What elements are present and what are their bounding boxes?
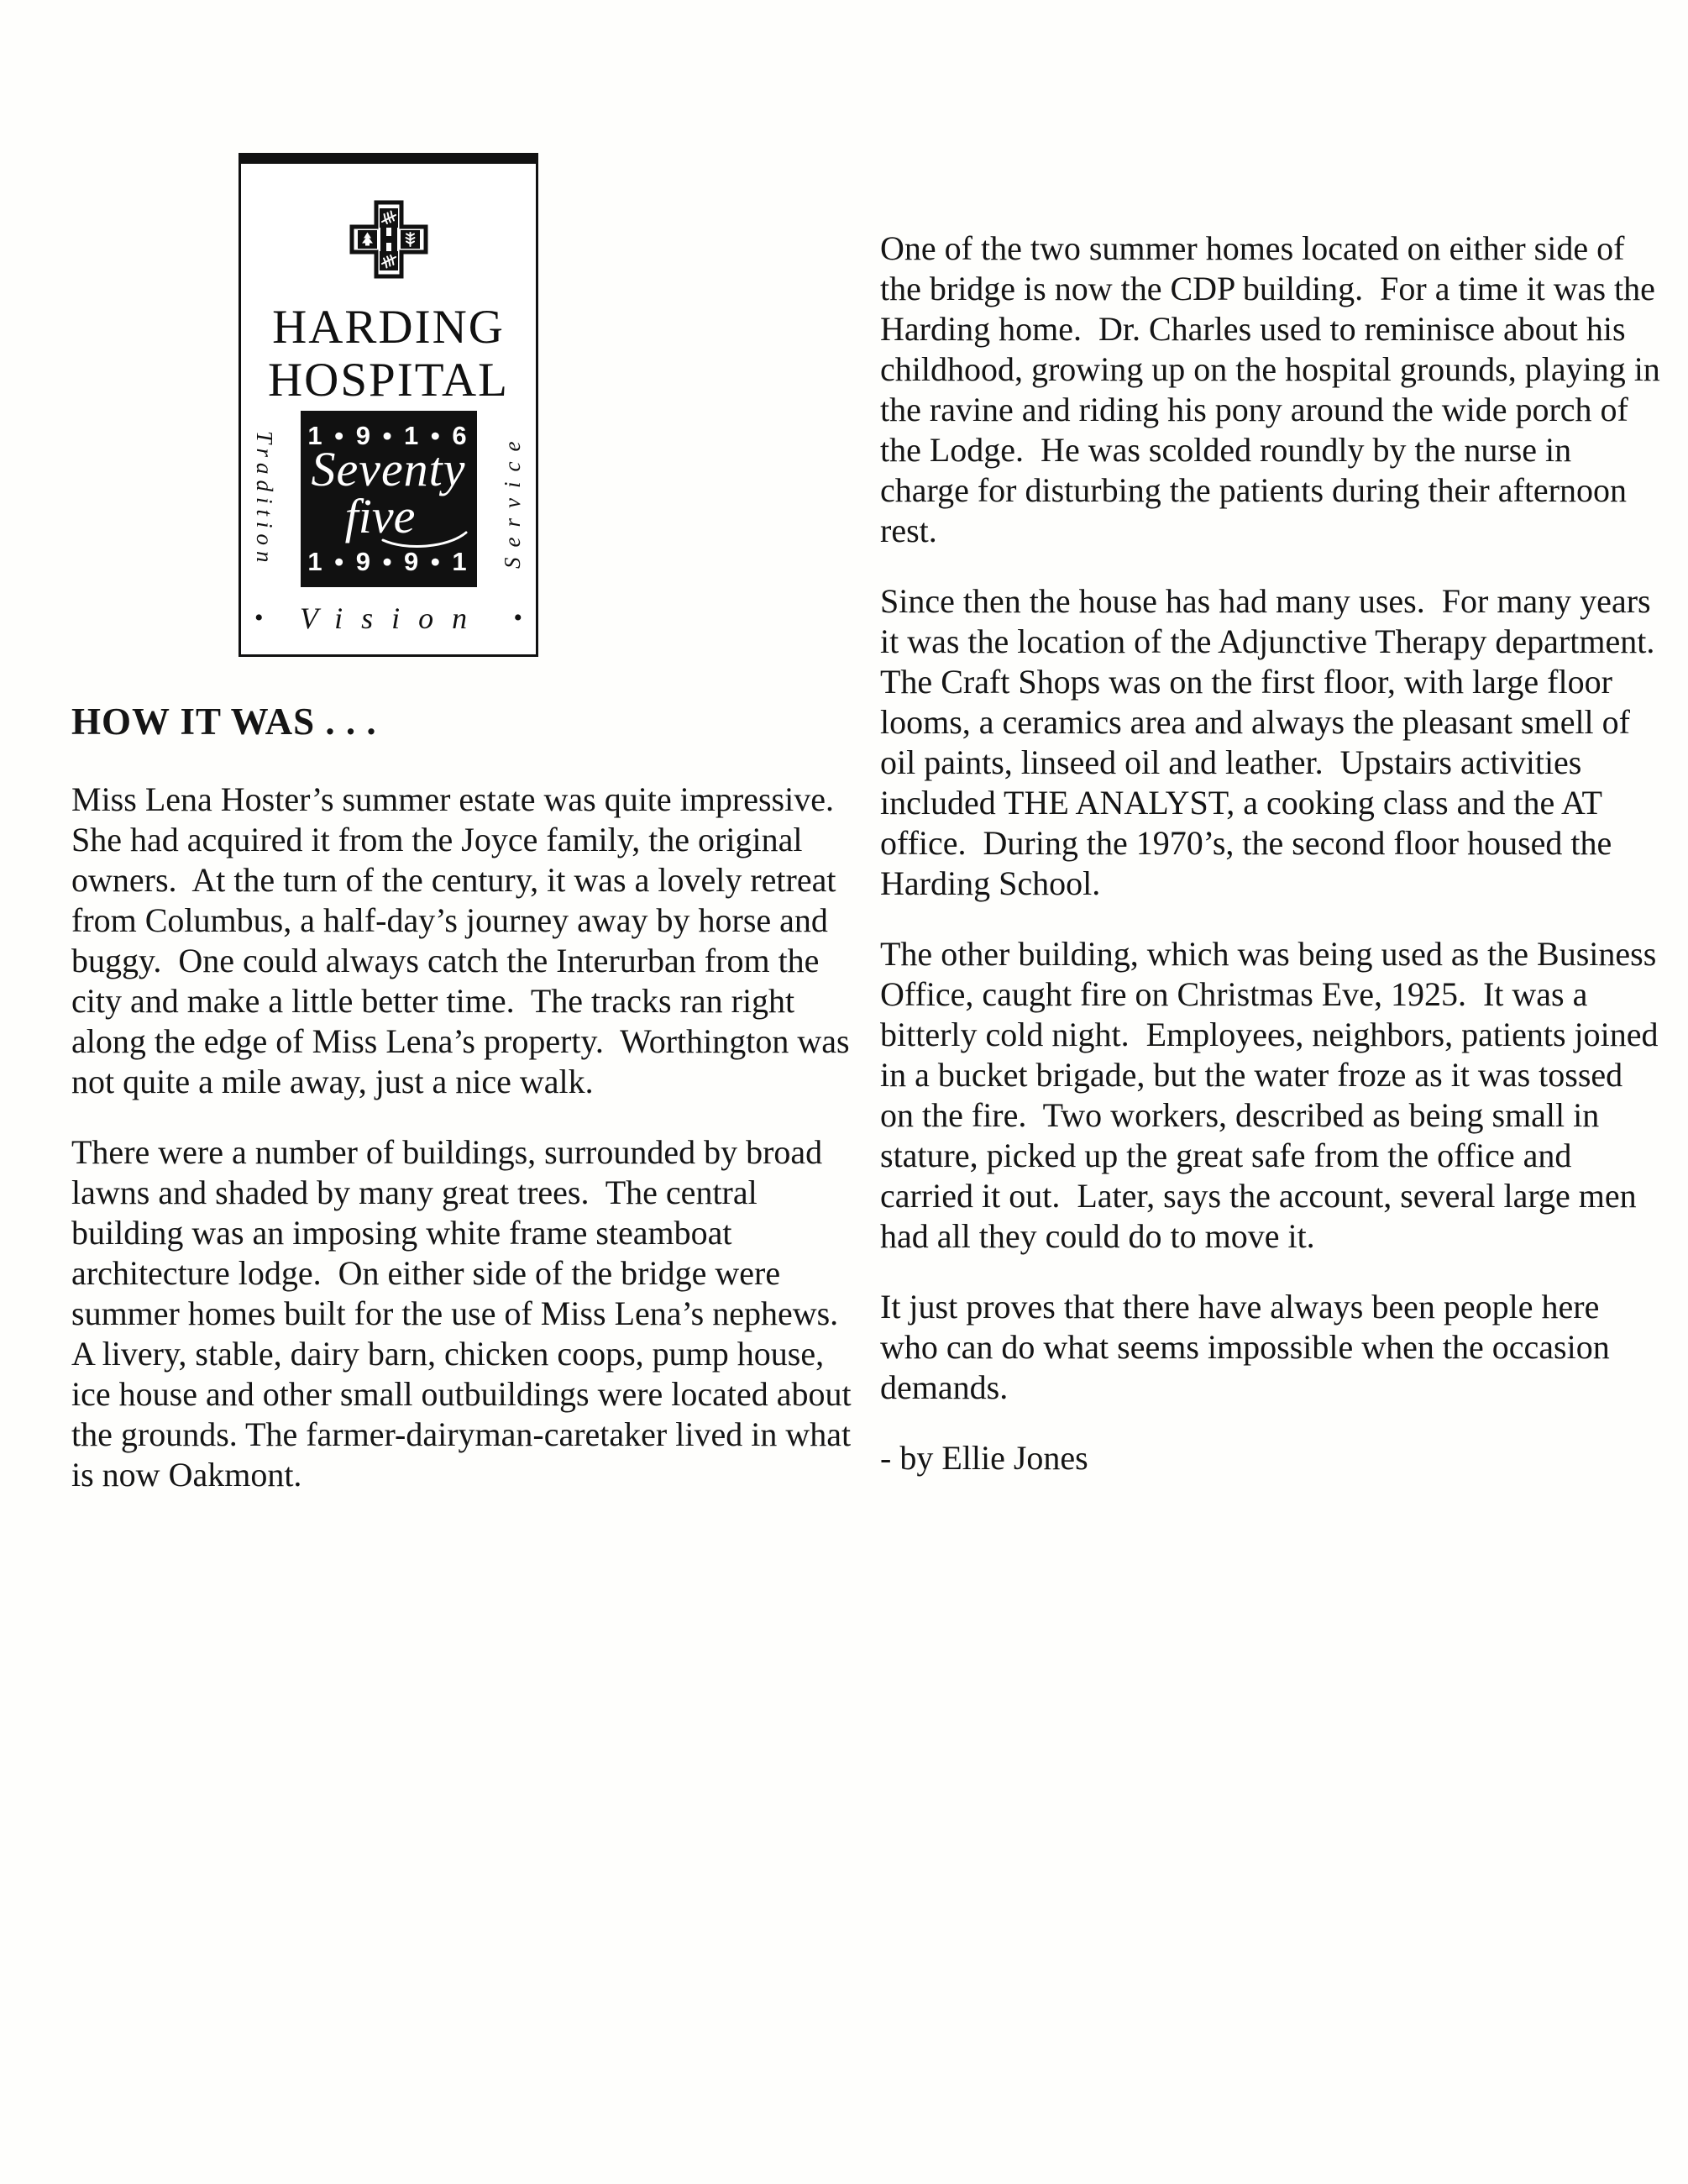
vision-row [254, 601, 522, 636]
article-right-column [880, 228, 1671, 1478]
paragraph: It just proves that there have always been people here who can do what seems impossible when the occasion demands. [880, 1288, 1618, 1406]
article-left-column [71, 780, 865, 1525]
tradition-label: Tradition [252, 431, 277, 569]
badge-word-seventy: Seventy [311, 442, 466, 496]
vision-bullet-right: • [513, 604, 522, 632]
hospital-name-line2: HOSPITAL [268, 354, 509, 407]
paragraph: The other building, which was being used as the Business Office, caught fire on Christmas Eve, 1925. It was a bitterly cold night. Employees, neighbors, patients joined in a bucket brigade, but the water froze as it was tossed on the fire. Two workers, described as being small in stature, picked up the great safe from the office and carried it out. Later, says the account, several large men had all they could do to move it. [880, 935, 1667, 1255]
seventy-five-badge [301, 411, 477, 587]
service-label: Service [500, 431, 525, 569]
vision-bullet-left: • [254, 604, 264, 632]
hospital-name [241, 301, 536, 407]
vision-label: Vision [299, 601, 486, 635]
paragraph: Miss Lena Hoster’s summer estate was quite impressive. She had acquired it from the Joyce family, the original owners. At the turn of the century, it was a lovely retreat from Columbus, a half-day’s journey away by horse and buggy. One could always catch the Interurban from the city and make a little better time. The tracks ran right along the edge of Miss Lena’s property. Worthington was not quite a mile away, just a nice walk. [71, 780, 858, 1100]
harding-hospital-logo [239, 153, 538, 657]
paragraph: Since then the house has had many uses. For many years it was the location of the Adjunctive Therapy department. The Craft Shops was on the first floor, with large floor looms, a ceramics area and always the pleasant smell of oil paints, linseed oil and leather. Upstairs activities included THE ANALYST, a cooking class and the AT office. During the 1970’s, the second floor housed the Harding School. [880, 582, 1671, 902]
hospital-cross-icon [347, 197, 431, 281]
hospital-name-line1: HARDING [272, 301, 505, 354]
paragraph: One of the two summer homes located on either side of the bridge is now the CDP building. For a time it was the Harding home. Dr. Charles used to reminisce about his childhood, growing up on the hospital grounds, playing in the ravine and riding his pony around the wide porch of the Lodge. He was scolded roundly by the nurse in charge for disturbing the patients during their afternoon rest. [880, 229, 1669, 549]
badge-year-1916: 1 • 9 • 1 • 6 [307, 421, 469, 450]
article-heading: HOW IT WAS . . . [71, 701, 377, 743]
badge-year-1991: 1 • 9 • 9 • 1 [307, 547, 469, 576]
paragraph: There were a number of buildings, surrounded by broad lawns and shaded by many great trees. The central building was an imposing white frame steamboat architecture lodge. On either side of the bridge were summer homes built for the use of Miss Lena’s nephews. A livery, stable, dairy barn, chicken coops, pump house, ice house and other small outbuildings were located about the grounds. The farmer-dairyman-caretaker lived in what is now Oakmont. [71, 1133, 860, 1494]
article-byline: - by Ellie Jones [880, 1439, 1088, 1477]
badge-word-five: five [344, 489, 416, 543]
badge-swash-flourish [381, 530, 469, 549]
